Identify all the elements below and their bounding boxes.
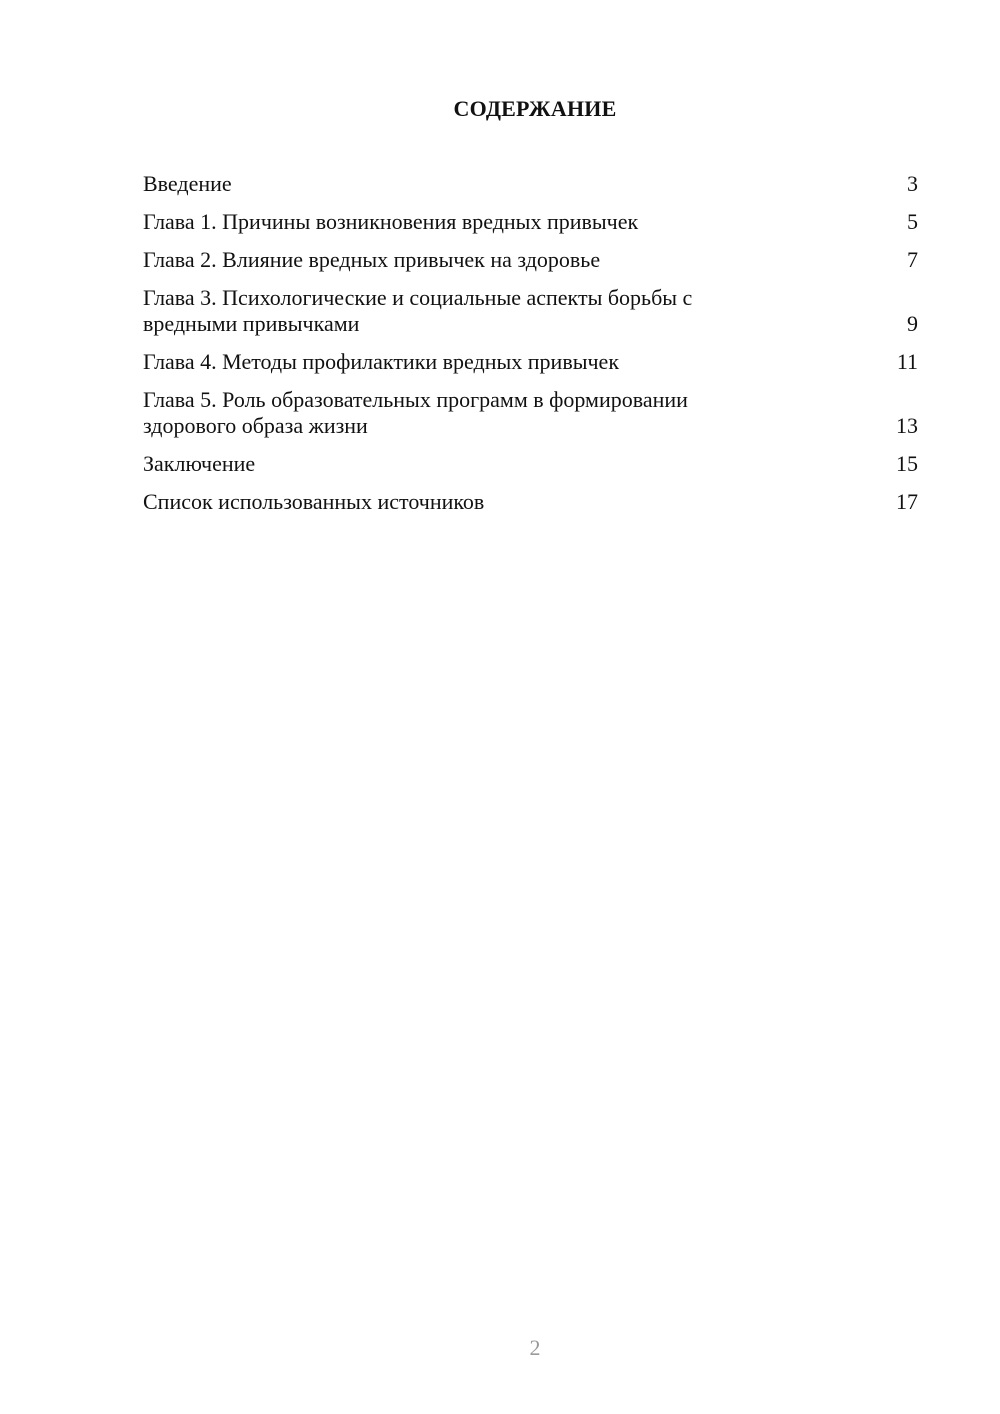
- toc-item-chapter-5[interactable]: [143, 387, 918, 439]
- toc-item-page: 3: [907, 171, 918, 196]
- table-of-contents: [143, 171, 918, 527]
- toc-item-page: 11: [896, 349, 918, 374]
- toc-item-chapter-2[interactable]: [143, 247, 918, 273]
- toc-item-label: Глава 2. Влияние вредных привычек на здоровье: [143, 247, 601, 272]
- toc-item-label: Список использованных источников: [143, 489, 485, 514]
- page-title: СОДЕРЖАНИЕ: [453, 96, 617, 121]
- toc-item-chapter-4[interactable]: [143, 349, 918, 375]
- toc-item-references[interactable]: [143, 489, 918, 515]
- toc-item-chapter-3[interactable]: [143, 285, 918, 337]
- toc-item-label: Глава 4. Методы профилактики вредных привычек: [143, 349, 620, 374]
- toc-item-label: Заключение: [143, 451, 256, 476]
- toc-item-label: Введение: [143, 171, 232, 196]
- toc-item-page: 9: [907, 311, 918, 336]
- toc-item-page: 7: [907, 247, 918, 272]
- toc-item-label: Глава 3. Психологические и социальные аспекты борьбы с вредными привычками: [143, 285, 693, 336]
- toc-item-label: Глава 5. Роль образовательных программ в формировании здорового образа жизни: [143, 387, 688, 438]
- toc-item-chapter-1[interactable]: [143, 209, 918, 235]
- toc-item-page: 17: [896, 489, 918, 514]
- toc-item-page: 15: [896, 451, 918, 476]
- toc-item-label: Глава 1. Причины возникновения вредных привычек: [143, 209, 639, 234]
- toc-item-conclusion[interactable]: [143, 451, 918, 477]
- toc-item-page: 5: [907, 209, 918, 234]
- toc-item-page: 13: [896, 413, 918, 438]
- toc-item-introduction[interactable]: [143, 171, 918, 197]
- page-number: 2: [529, 1335, 541, 1360]
